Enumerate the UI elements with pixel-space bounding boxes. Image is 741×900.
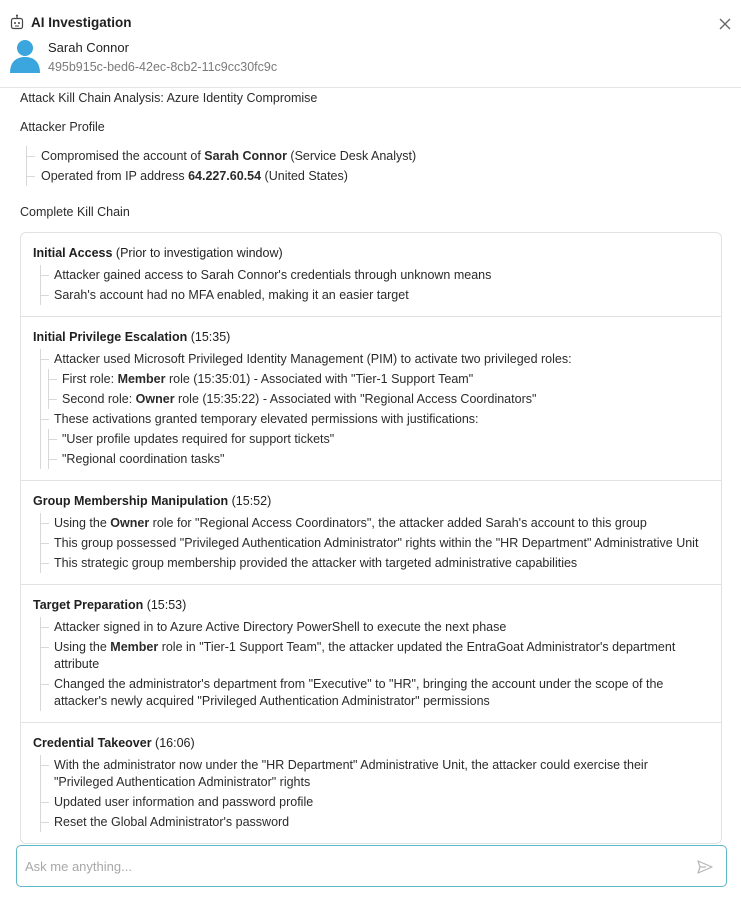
phase-subitem: "Regional coordination tasks" (49, 449, 709, 469)
investigation-content[interactable] (0, 88, 741, 845)
phase-title: Initial Access (Prior to investigation window) (33, 246, 283, 260)
phase-item: With the administrator now under the "HR Department" Administrative Unit, the attacker could exercise their "Privileged Authentication Administrator" rights (41, 755, 709, 792)
phase-subitems (48, 369, 709, 409)
phase-initial-privilege-escalation (21, 317, 721, 481)
phase-item: Sarah's account had no MFA enabled, making it an easier target (41, 285, 709, 305)
title-row (9, 12, 132, 32)
phase-item: This group possessed "Privileged Authentication Administrator" rights within the "HR Department" Administrative Unit (41, 533, 709, 553)
user-id: 495b915c-bed6-42ec-8cb2-11c9cc30fc9c (48, 60, 278, 74)
close-icon[interactable] (717, 16, 733, 32)
phase-items (40, 349, 709, 469)
robot-icon (9, 14, 25, 30)
panel-header (0, 0, 741, 88)
panel-title: AI Investigation (31, 14, 132, 30)
phase-item: These activations granted temporary elevated permissions with justifications: (41, 409, 709, 429)
phase-subitem: "User profile updates required for support tickets" (49, 429, 709, 449)
send-icon[interactable] (696, 858, 714, 876)
chat-input-box[interactable] (16, 845, 727, 887)
phase-items (40, 617, 709, 711)
kill-chain-heading: Complete Kill Chain (20, 205, 130, 219)
phase-items (40, 265, 709, 305)
phase-item: Using the Member role in "Tier-1 Support Team", the attacker updated the EntraGoat Administrator's department attribute (41, 637, 709, 674)
phase-subitems (48, 429, 709, 469)
phase-target-preparation (21, 585, 721, 723)
phase-title: Group Membership Manipulation (15:52) (33, 494, 272, 508)
phase-subitem: Second role: Owner role (15:35:22) - Associated with "Regional Access Coordinators" (49, 389, 709, 409)
phase-credential-takeover (21, 723, 721, 843)
phase-item: Attacker signed in to Azure Active Directory PowerShell to execute the next phase (41, 617, 709, 637)
report-title: Attack Kill Chain Analysis: Azure Identity Compromise (20, 91, 318, 105)
phase-title: Target Preparation (15:53) (33, 598, 187, 612)
phase-item: Attacker used Microsoft Privileged Identity Management (PIM) to activate two privileged roles: (41, 349, 709, 369)
user-name: Sarah Connor (48, 40, 129, 55)
kill-chain-box (20, 232, 722, 844)
phase-items (40, 513, 709, 573)
phase-item: Using the Owner role for "Regional Access Coordinators", the attacker added Sarah's account to this group (41, 513, 709, 533)
profile-item: Operated from IP address 64.227.60.54 (United States) (27, 166, 722, 186)
phase-group-membership-manipulation (21, 481, 721, 585)
user-info (9, 38, 277, 74)
attacker-profile-list (26, 146, 722, 186)
phase-subitem: First role: Member role (15:35:01) - Associated with "Tier-1 Support Team" (49, 369, 709, 389)
user-avatar-icon (9, 38, 41, 74)
phase-title: Initial Privilege Escalation (15:35) (33, 330, 231, 344)
phase-item: This strategic group membership provided the attacker with targeted administrative capabilities (41, 553, 709, 573)
phase-item: Reset the Global Administrator's password (41, 812, 709, 832)
profile-item: Compromised the account of Sarah Connor (Service Desk Analyst) (27, 146, 722, 166)
phase-item: Attacker gained access to Sarah Connor's credentials through unknown means (41, 265, 709, 285)
phase-title: Credential Takeover (16:06) (33, 736, 195, 750)
phase-items (40, 755, 709, 832)
phase-item: Updated user information and password profile (41, 792, 709, 812)
phase-item: Changed the administrator's department from "Executive" to "HR", bringing the account under the scope of the attacker's newly acquired "Privileged Authentication Administrator" permissions (41, 674, 709, 711)
chat-input[interactable] (25, 856, 685, 876)
user-text (48, 38, 277, 74)
attacker-profile-heading: Attacker Profile (20, 120, 105, 134)
phase-initial-access (21, 233, 721, 317)
